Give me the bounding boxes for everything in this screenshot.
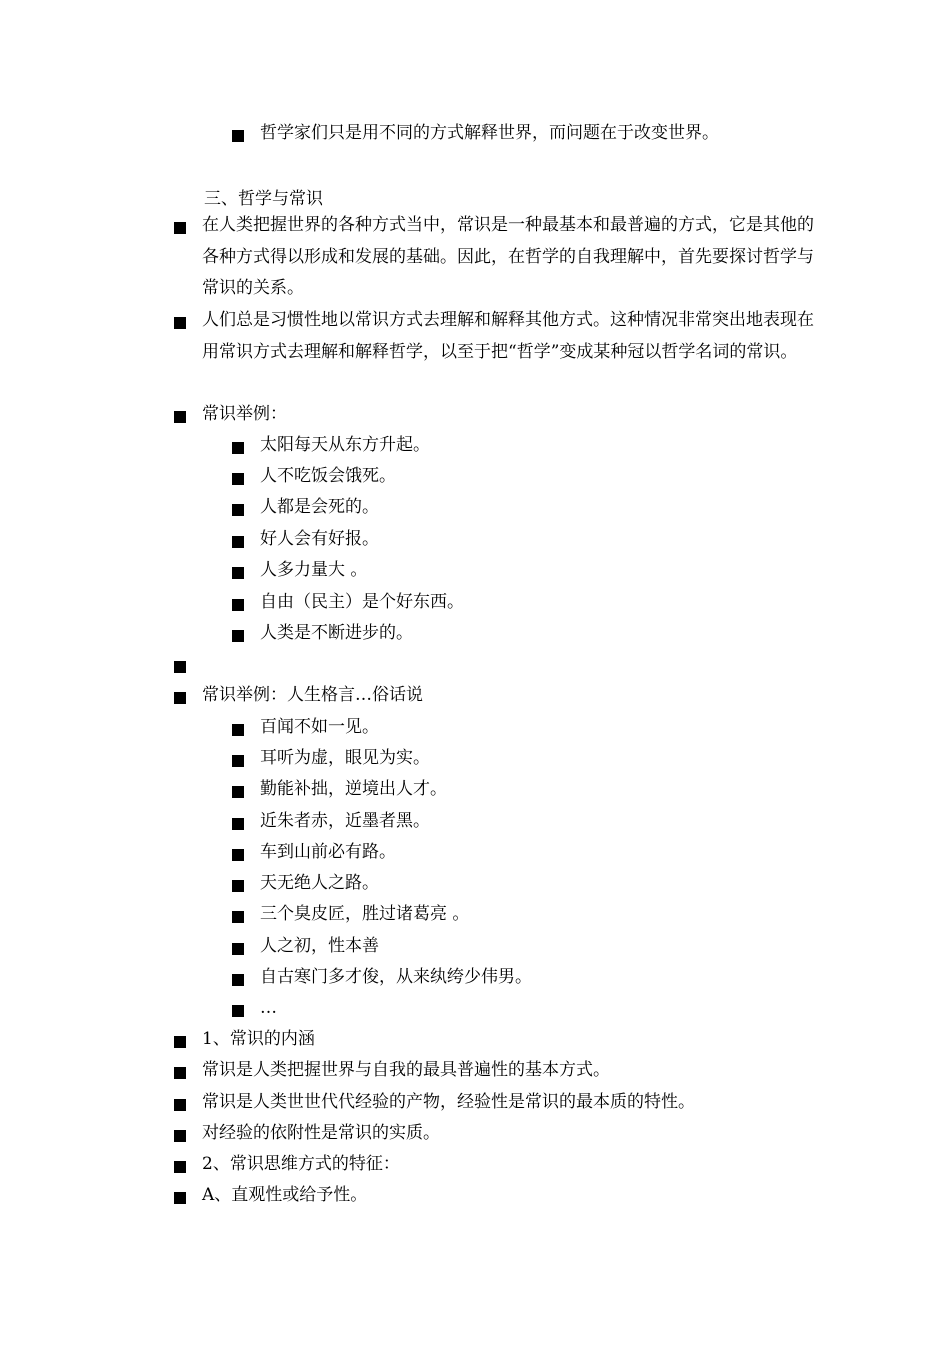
sub-list-item-text: 近朱者赤，近墨者黑。 (260, 811, 430, 831)
square-bullet-icon (232, 974, 244, 986)
sub-list-item-text: 耳听为虚，眼见为实。 (260, 748, 430, 768)
sub-list-item-text: 人不吃饭会饿死。 (260, 466, 396, 486)
square-bullet-icon (174, 1099, 186, 1111)
sub-list-item-text: 天无绝人之路。 (260, 873, 379, 893)
square-bullet-icon (174, 1161, 186, 1173)
square-bullet-icon (232, 724, 244, 736)
list-item-text: 常识是人类世世代代经验的产物，经验性是常识的最本质的特性。 (202, 1092, 695, 1112)
square-bullet-icon (174, 1036, 186, 1048)
square-bullet-icon (174, 1130, 186, 1142)
sub-list-item-text: 车到山前必有路。 (260, 842, 396, 862)
square-bullet-icon (232, 911, 244, 923)
list-item-text: A、直观性或给予性。 (202, 1185, 368, 1205)
paragraph-text: 在人类把握世界的各种方式当中，常识是一种最基本和最普遍的方式，它是其他的各种方式得以形成和发展的基础。因此，在哲学的自我理解中，首先要探讨哲学与常识的关系。 (202, 215, 814, 298)
square-bullet-icon (232, 567, 244, 579)
square-bullet-icon (232, 849, 244, 861)
list-item-text: 2、常识思维方式的特征： (202, 1154, 400, 1174)
list-item (174, 1186, 814, 1217)
sub-list-item-text: 百闻不如一见。 (260, 717, 379, 737)
list-item-text: 常识是人类把握世界与自我的最具普遍性的基本方式。 (202, 1060, 610, 1080)
sub-list-item-text: 三个臭皮匠，胜过诸葛亮 。 (260, 904, 470, 924)
list-item-text: 对经验的依附性是常识的实质。 (202, 1123, 440, 1143)
square-bullet-icon (174, 661, 186, 673)
square-bullet-icon (232, 818, 244, 830)
square-bullet-icon (232, 504, 244, 516)
square-bullet-icon (232, 1005, 244, 1017)
sub-list-item (232, 624, 812, 655)
square-bullet-icon (174, 1067, 186, 1079)
list-item-text: 常识举例： (202, 404, 287, 424)
sub-list-item-text: 自由（民主）是个好东西。 (260, 592, 464, 612)
sub-list-item-text: 自古寒门多才俊，从来纨绔少伟男。 (260, 967, 532, 987)
list-item-text: 哲学家们只是用不同的方式解释世界，而问题在于改变世界。 (260, 123, 719, 143)
sub-list-item-text: 人之初，性本善 (260, 936, 379, 956)
square-bullet-icon (174, 1192, 186, 1204)
list-item (174, 216, 814, 305)
list-item-text: 1、常识的内涵 (202, 1029, 315, 1049)
square-bullet-icon (174, 317, 186, 329)
square-bullet-icon (232, 130, 244, 142)
square-bullet-icon (174, 692, 186, 704)
square-bullet-icon (232, 880, 244, 892)
section-heading: 三、哲学与常识 (204, 189, 323, 209)
list-item-text: 常识举例：人生格言…俗话说 (202, 685, 423, 705)
list-item (232, 124, 812, 155)
square-bullet-icon (232, 473, 244, 485)
square-bullet-icon (174, 411, 186, 423)
sub-list-item-text: 人多力量大 。 (260, 560, 368, 580)
sub-list-item-text: 好人会有好报。 (260, 529, 379, 549)
square-bullet-icon (232, 755, 244, 767)
paragraph-text: 人们总是习惯性地以常识方式去理解和解释其他方式。这种情况非常突出地表现在用常识方式去理解和解释哲学，以至于把“哲学”变成某种冠以哲学名词的常识。 (202, 310, 814, 362)
sub-list-item-text: … (260, 998, 277, 1018)
square-bullet-icon (232, 599, 244, 611)
sub-list-item-text: 人都是会死的。 (260, 497, 379, 517)
list-item (174, 311, 814, 368)
sub-list-item-text: 人类是不断进步的。 (260, 623, 413, 643)
sub-list-item-text: 太阳每天从东方升起。 (260, 435, 430, 455)
square-bullet-icon (174, 222, 186, 234)
sub-list-item-text: 勤能补拙，逆境出人才。 (260, 779, 447, 799)
square-bullet-icon (232, 442, 244, 454)
square-bullet-icon (232, 943, 244, 955)
square-bullet-icon (232, 630, 244, 642)
square-bullet-icon (232, 536, 244, 548)
square-bullet-icon (232, 786, 244, 798)
